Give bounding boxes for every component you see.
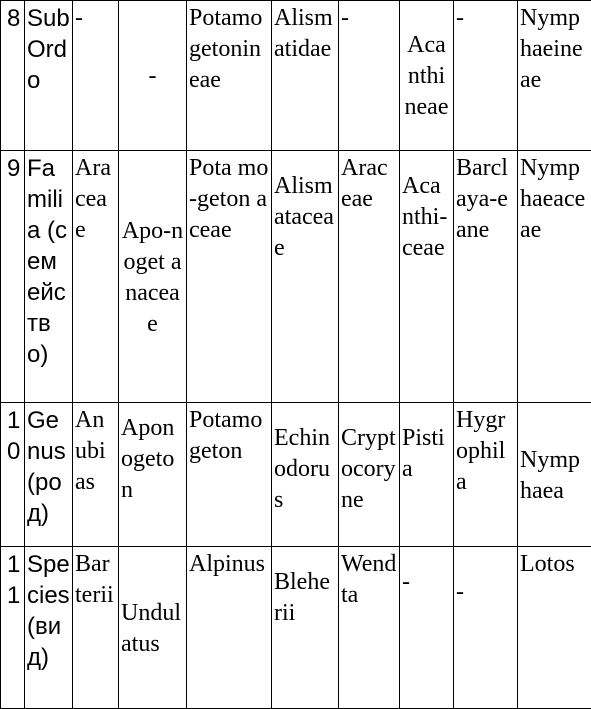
table-row — [1, 547, 591, 709]
table-cell: Hygrophila — [454, 403, 518, 547]
table-cell: Araceae — [339, 151, 400, 403]
table-cell: - — [400, 547, 454, 709]
table-cell: - — [339, 1, 400, 151]
table-cell: Anubias — [73, 403, 119, 547]
table-cell: Aponogeton — [119, 403, 187, 547]
table-cell: Acanthi-ceae — [400, 151, 454, 403]
table-cell: Bleherii — [272, 547, 339, 709]
row-number: 11 — [1, 547, 25, 709]
table-cell: Alpinus — [187, 547, 272, 709]
table-cell: Echinodorus — [272, 403, 339, 547]
table-cell: Apo-noget anaceae — [119, 151, 187, 403]
table-cell: Lotos — [518, 547, 591, 709]
table-cell: Acanthineae — [400, 1, 454, 151]
table-cell: Cryptocoryne — [339, 403, 400, 547]
rank-label: Familia (семейство) — [25, 151, 73, 403]
table-cell: Alismatidae — [272, 1, 339, 151]
table-cell: Wendta — [339, 547, 400, 709]
table-cell: - — [454, 1, 518, 151]
table-row — [1, 403, 591, 547]
table-cell: Potamogetonineae — [187, 1, 272, 151]
table-cell: Undulatus — [119, 547, 187, 709]
table-row — [1, 151, 591, 403]
rank-label: Genus (род) — [25, 403, 73, 547]
table-cell: Araceae — [73, 151, 119, 403]
rank-label: SubOrdo — [25, 1, 73, 151]
table-cell: - — [73, 1, 119, 151]
row-number: 8 — [1, 1, 25, 151]
table-cell: - — [119, 1, 187, 151]
table-row — [1, 1, 591, 151]
table-cell: Pota mo-geton aceae — [187, 151, 272, 403]
table-cell: Alismataceae — [272, 151, 339, 403]
table-cell: Barterii — [73, 547, 119, 709]
table-cell: - — [454, 547, 518, 709]
table-cell: Nymphaeineae — [518, 1, 591, 151]
table-cell: Nymphaea — [518, 403, 591, 547]
rank-label: Species (вид) — [25, 547, 73, 709]
table-cell: Potamogeton — [187, 403, 272, 547]
row-number: 10 — [1, 403, 25, 547]
table-cell: Pistia — [400, 403, 454, 547]
table-cell: Barclaya-eane — [454, 151, 518, 403]
row-number: 9 — [1, 151, 25, 403]
table-cell: Nymphaeaceae — [518, 151, 591, 403]
